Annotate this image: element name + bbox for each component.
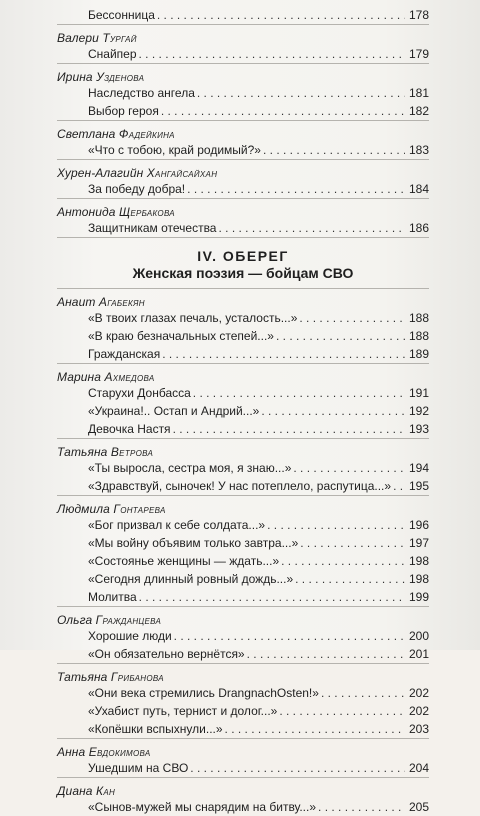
entry-title: Выбор героя bbox=[88, 104, 159, 118]
entry-title: Старухи Донбасса bbox=[88, 386, 191, 400]
toc-entry bbox=[57, 327, 429, 345]
toc-entry bbox=[57, 684, 429, 702]
entry-title: За победу добра! bbox=[88, 182, 186, 196]
section-subtitle: Женская поэзия — бойцам СВО bbox=[132, 265, 354, 281]
author-name bbox=[57, 495, 429, 516]
toc-entry bbox=[57, 627, 429, 645]
page-number: 182 bbox=[408, 104, 429, 118]
entry-title: «Украина!.. Остап и Андрий...» bbox=[88, 404, 260, 418]
author-name bbox=[57, 777, 429, 798]
toc-entry bbox=[57, 84, 429, 102]
toc-entry bbox=[57, 345, 429, 363]
toc-entry bbox=[57, 477, 429, 495]
author-name bbox=[57, 159, 429, 180]
entry-title: «Что с тобою, край родимый?» bbox=[88, 143, 261, 157]
toc-entry bbox=[57, 588, 429, 606]
author-first-name: Диана bbox=[57, 784, 93, 798]
page-number: 179 bbox=[408, 47, 429, 61]
page-number: 189 bbox=[408, 347, 429, 361]
entry-title: «В твоих глазах печаль, усталость...» bbox=[88, 311, 298, 325]
page-number: 202 bbox=[408, 704, 429, 718]
dot-leader bbox=[299, 309, 405, 327]
page-number: 202 bbox=[408, 686, 429, 700]
toc-entry bbox=[57, 402, 429, 420]
author-first-name: Татьяна bbox=[57, 670, 108, 684]
dot-leader bbox=[139, 588, 405, 606]
entry-title: «Здравствуй, сыночек! У нас потеплело, распутица...» bbox=[88, 479, 392, 493]
section-number-title: IV. ОБЕРЕГ bbox=[197, 248, 289, 264]
dot-leader bbox=[218, 219, 405, 237]
page-number: 178 bbox=[408, 8, 429, 22]
dot-leader bbox=[157, 6, 405, 24]
page-number: 194 bbox=[408, 461, 429, 475]
author-first-name: Ольга bbox=[57, 613, 93, 627]
entry-title: Гражданская bbox=[88, 347, 161, 361]
toc-entry bbox=[57, 420, 429, 438]
toc-entry bbox=[57, 141, 429, 159]
page-number: 205 bbox=[408, 800, 429, 814]
toc-entry bbox=[57, 219, 429, 237]
author-surname: Щербакова bbox=[118, 205, 175, 219]
entry-title: Защитникам отечества bbox=[88, 221, 217, 235]
dot-leader bbox=[247, 645, 405, 663]
toc-entry bbox=[57, 309, 429, 327]
dot-leader bbox=[197, 84, 405, 102]
dot-leader bbox=[193, 384, 405, 402]
author-first-name: Татьяна bbox=[57, 445, 108, 459]
dot-leader bbox=[263, 141, 405, 159]
author-first-name: Валери bbox=[57, 31, 99, 45]
toc-entry bbox=[57, 702, 429, 720]
author-surname: Хангайсайхан bbox=[146, 166, 218, 180]
dot-leader bbox=[261, 402, 405, 420]
author-surname: Евдокимова bbox=[88, 745, 151, 759]
toc-entry bbox=[57, 516, 429, 534]
dot-leader bbox=[293, 459, 405, 477]
toc-entry bbox=[57, 759, 429, 777]
entry-title: Ушедшим на СВО bbox=[88, 761, 189, 775]
dot-leader bbox=[267, 516, 405, 534]
author-first-name: Антонида bbox=[57, 205, 116, 219]
dot-leader bbox=[276, 327, 405, 345]
author-name bbox=[57, 24, 429, 45]
entry-title: Девочка Настя bbox=[88, 422, 171, 436]
entry-title: «Сынов-мужей мы снарядим на битву...» bbox=[88, 800, 317, 814]
entry-title: «Сегодня длинный ровный дождь...» bbox=[88, 572, 294, 586]
dot-leader bbox=[281, 552, 405, 570]
entry-title: Наследство ангела bbox=[88, 86, 195, 100]
page-number: 191 bbox=[408, 386, 429, 400]
entry-title: «Копёшки вспыхнули...» bbox=[88, 722, 223, 736]
toc-entry bbox=[57, 570, 429, 588]
entry-title: «Бог призвал к себе солдата...» bbox=[88, 518, 266, 532]
dot-leader bbox=[279, 702, 405, 720]
section-header bbox=[57, 237, 429, 288]
author-name bbox=[57, 738, 429, 759]
author-surname: Ветрова bbox=[110, 445, 154, 459]
page-number: 204 bbox=[408, 761, 429, 775]
author-surname: Узденова bbox=[96, 70, 145, 84]
entry-title: Хорошие люди bbox=[88, 629, 172, 643]
page-number: 192 bbox=[408, 404, 429, 418]
toc-entry bbox=[57, 45, 429, 63]
author-first-name: Хурен-Алагийн bbox=[57, 166, 144, 180]
page-number: 186 bbox=[408, 221, 429, 235]
dot-leader bbox=[174, 627, 405, 645]
toc-entry bbox=[57, 720, 429, 738]
author-surname: Грибанова bbox=[110, 670, 164, 684]
author-name bbox=[57, 363, 429, 384]
toc-entry bbox=[57, 384, 429, 402]
entry-title: Молитва bbox=[88, 590, 137, 604]
dot-leader bbox=[190, 759, 405, 777]
toc-entry bbox=[57, 645, 429, 663]
toc-entry bbox=[57, 552, 429, 570]
entry-title: «Мы войну объявим только завтра...» bbox=[88, 536, 299, 550]
author-name bbox=[57, 438, 429, 459]
author-surname: Тургай bbox=[102, 31, 137, 45]
page-number: 198 bbox=[408, 554, 429, 568]
dot-leader bbox=[187, 180, 405, 198]
dot-leader bbox=[393, 477, 405, 495]
page-number: 196 bbox=[408, 518, 429, 532]
author-name bbox=[57, 663, 429, 684]
page-number: 184 bbox=[408, 182, 429, 196]
dot-leader bbox=[295, 570, 405, 588]
author-surname: Ахмедова bbox=[104, 370, 155, 384]
dot-leader bbox=[162, 345, 405, 363]
page-number: 203 bbox=[408, 722, 429, 736]
page-number: 198 bbox=[408, 572, 429, 586]
page-number: 188 bbox=[408, 329, 429, 343]
page-number: 201 bbox=[408, 647, 429, 661]
page-number: 199 bbox=[408, 590, 429, 604]
author-first-name: Анна bbox=[57, 745, 86, 759]
author-name bbox=[57, 288, 429, 309]
entry-title: «Ты выросла, сестра моя, я знаю...» bbox=[88, 461, 292, 475]
author-first-name: Марина bbox=[57, 370, 102, 384]
page-number: 183 bbox=[408, 143, 429, 157]
author-first-name: Ирина bbox=[57, 70, 93, 84]
author-first-name: Анаит bbox=[57, 295, 96, 309]
entry-title: «В краю безначальных степей...» bbox=[88, 329, 274, 343]
page-number: 197 bbox=[408, 536, 429, 550]
page-number: 193 bbox=[408, 422, 429, 436]
author-name bbox=[57, 606, 429, 627]
toc-entry bbox=[57, 798, 429, 816]
entry-title: «Состоянье женщины — ждать...» bbox=[88, 554, 280, 568]
dot-leader bbox=[225, 720, 405, 738]
entry-title: «Он обязательно вернётся» bbox=[88, 647, 245, 661]
page-number: 188 bbox=[408, 311, 429, 325]
author-first-name: Людмила bbox=[57, 502, 110, 516]
toc-entry bbox=[57, 459, 429, 477]
entry-title: Снайпер bbox=[88, 47, 137, 61]
dot-leader bbox=[321, 684, 405, 702]
page-number: 195 bbox=[408, 479, 429, 493]
author-name bbox=[57, 198, 429, 219]
page-number: 181 bbox=[408, 86, 429, 100]
author-name bbox=[57, 63, 429, 84]
entry-title: Бессонница bbox=[88, 8, 155, 22]
entry-title: «Ухабист путь, тернист и долог...» bbox=[88, 704, 278, 718]
dot-leader bbox=[300, 534, 405, 552]
toc-entry bbox=[57, 180, 429, 198]
toc-entry bbox=[57, 6, 429, 24]
author-surname: Кан bbox=[96, 784, 116, 798]
dot-leader bbox=[139, 45, 405, 63]
toc-entry bbox=[57, 534, 429, 552]
table-of-contents bbox=[57, 6, 429, 816]
author-surname: Агабекян bbox=[98, 295, 145, 309]
entry-title: «Они века стремились DrangnachOsten!» bbox=[88, 686, 319, 700]
dot-leader bbox=[161, 102, 405, 120]
toc-entry bbox=[57, 102, 429, 120]
author-surname: Гражданцева bbox=[95, 613, 162, 627]
author-surname: Гонтарева bbox=[113, 502, 166, 516]
dot-leader bbox=[173, 420, 405, 438]
author-name bbox=[57, 120, 429, 141]
author-first-name: Светлана bbox=[57, 127, 116, 141]
author-surname: Фадейкина bbox=[118, 127, 175, 141]
page-number: 200 bbox=[408, 629, 429, 643]
dot-leader bbox=[318, 798, 405, 816]
